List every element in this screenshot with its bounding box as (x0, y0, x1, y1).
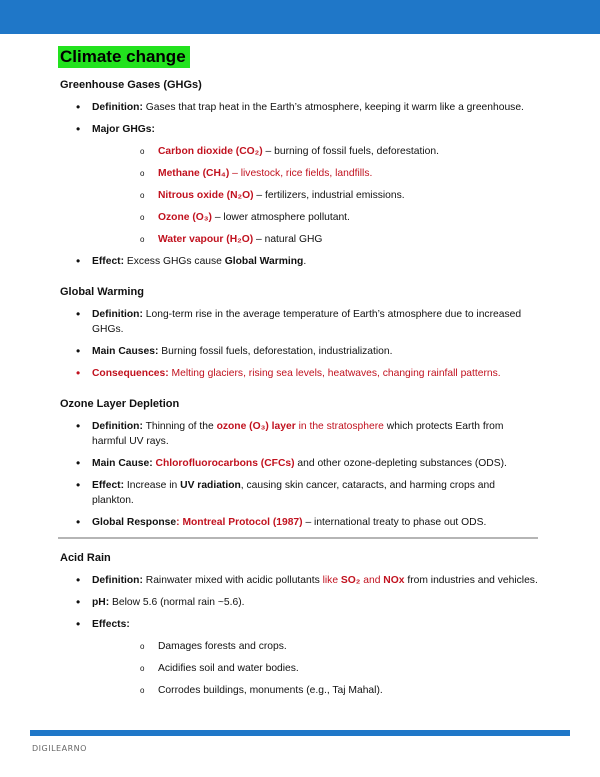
strong-text: SO₂ (340, 575, 361, 586)
text: Melting glaciers, rising sea levels, heatwaves, changing rainfall patterns. (168, 368, 501, 379)
strong-text: ozone (O₃) layer (216, 421, 296, 432)
gas-desc: – burning of fossil fuels, deforestation. (262, 146, 439, 157)
document-body (58, 46, 538, 714)
text-end: which protects Earth from harmful UV rays. (92, 421, 504, 447)
text: Excess GHGs cause (124, 256, 225, 267)
label: Effect: (92, 256, 125, 267)
label: Definition: (92, 575, 143, 586)
text: Long-term rise in the average temperature of Earth’s atmosphere due to increased GHGs. (92, 309, 522, 335)
text: Increase in (124, 480, 181, 491)
strong-text: UV radiation (180, 480, 241, 491)
text-end: . (303, 256, 307, 267)
label: Main Cause: (92, 458, 153, 469)
list-item-gas (92, 144, 538, 159)
label: Definition: (92, 309, 143, 320)
heading-ozone: Ozone Layer Depletion (60, 398, 180, 410)
list-acid-rain (58, 573, 538, 698)
section-acid-rain (58, 551, 538, 698)
bottom-accent-bar (30, 730, 570, 736)
section-global-warming (58, 285, 538, 381)
list-item-effect: o Acidifies soil and water bodies. (92, 661, 538, 676)
footer-brand: DIGILEARNO (32, 744, 87, 753)
list-item-gas (92, 210, 538, 225)
list-gases (92, 144, 538, 247)
list-item-major-ghgs (58, 122, 538, 247)
list-item-acid-ph (58, 595, 538, 610)
label: Consequences: (92, 368, 169, 379)
heading-ghg: Greenhouse Gases (GHGs) (60, 79, 202, 91)
list-item-ghg-definition (58, 100, 538, 115)
list-item-ghg-effect (58, 254, 538, 269)
gas-name: Methane (CH₄) (158, 168, 230, 179)
strong-text: NOx (383, 575, 405, 586)
list-item-ozone-effect (58, 478, 538, 508)
list-global-warming (58, 307, 538, 381)
top-accent-bar (0, 0, 600, 34)
gas-name: Water vapour (H₂O) (158, 234, 254, 245)
section-divider (58, 537, 538, 539)
heading-global-warming: Global Warming (60, 286, 144, 298)
gas-desc: – fertilizers, industrial emissions. (253, 190, 405, 201)
gas-name: Carbon dioxide (CO₂) (158, 146, 263, 157)
list-acid-effects (92, 639, 538, 698)
list-ozone (58, 419, 538, 530)
text-end: from industries and vehicles. (404, 575, 538, 586)
gas-desc: – natural GHG (253, 234, 323, 245)
gas-desc: – livestock, rice fields, landfills. (229, 168, 373, 179)
text: Thinning of the (142, 421, 217, 432)
label: Definition: (92, 421, 143, 432)
label: Global Response (92, 517, 177, 528)
list-item-effect: o Damages forests and crops. (92, 639, 538, 654)
text-end: , causing skin cancer, cataracts, and harming crops and plankton. (92, 480, 495, 506)
red-text: like (322, 575, 341, 586)
label: Major GHGs: (92, 124, 155, 135)
heading-acid-rain: Acid Rain (60, 552, 111, 564)
text: Burning fossil fuels, deforestation, industrialization. (158, 346, 393, 357)
list-item-ozone-response (58, 515, 538, 530)
page-title: Climate change (58, 46, 190, 68)
strong-text: Montreal Protocol (1987) (182, 517, 303, 528)
label-colon: : (176, 517, 180, 528)
text-end: – international treaty to phase out ODS. (302, 517, 487, 528)
text: Below 5.6 (normal rain ~5.6). (109, 597, 245, 608)
list-item-ozone-definition (58, 419, 538, 449)
list-item-gw-definition (58, 307, 538, 337)
red-text: in the stratosphere (295, 421, 384, 432)
label: Effects: (92, 619, 130, 630)
list-item-gas (92, 188, 538, 203)
list-ghg (58, 100, 538, 269)
gas-desc: – lower atmosphere pollutant. (211, 212, 350, 223)
list-item-acid-effects (58, 617, 538, 698)
strong-text: Chlorofluorocarbons (CFCs) (155, 458, 295, 469)
text: Gases that trap heat in the Earth’s atmosphere, keeping it warm like a greenhouse. (142, 102, 524, 113)
label: Main Causes: (92, 346, 159, 357)
list-item-ozone-cause (58, 456, 538, 471)
section-ozone (58, 397, 538, 530)
list-item-gw-causes (58, 344, 538, 359)
list-item-gas (92, 166, 538, 181)
list-item-effect: o Corrodes buildings, monuments (e.g., Taj Mahal). (92, 683, 538, 698)
text-end: and other ozone-depleting substances (ODS). (294, 458, 507, 469)
label: pH: (92, 597, 110, 608)
list-item-acid-definition (58, 573, 538, 588)
label: Definition: (92, 102, 143, 113)
list-item-gas (92, 232, 538, 247)
text: Rainwater mixed with acidic pollutants (142, 575, 323, 586)
red-text: and (360, 575, 384, 586)
gas-name: Ozone (O₃) (158, 212, 212, 223)
gas-name: Nitrous oxide (N₂O) (158, 190, 254, 201)
list-item-gw-consequences (58, 366, 538, 381)
strong-text: Global Warming (224, 256, 304, 267)
label: Effect: (92, 480, 125, 491)
section-ghg (58, 78, 538, 269)
